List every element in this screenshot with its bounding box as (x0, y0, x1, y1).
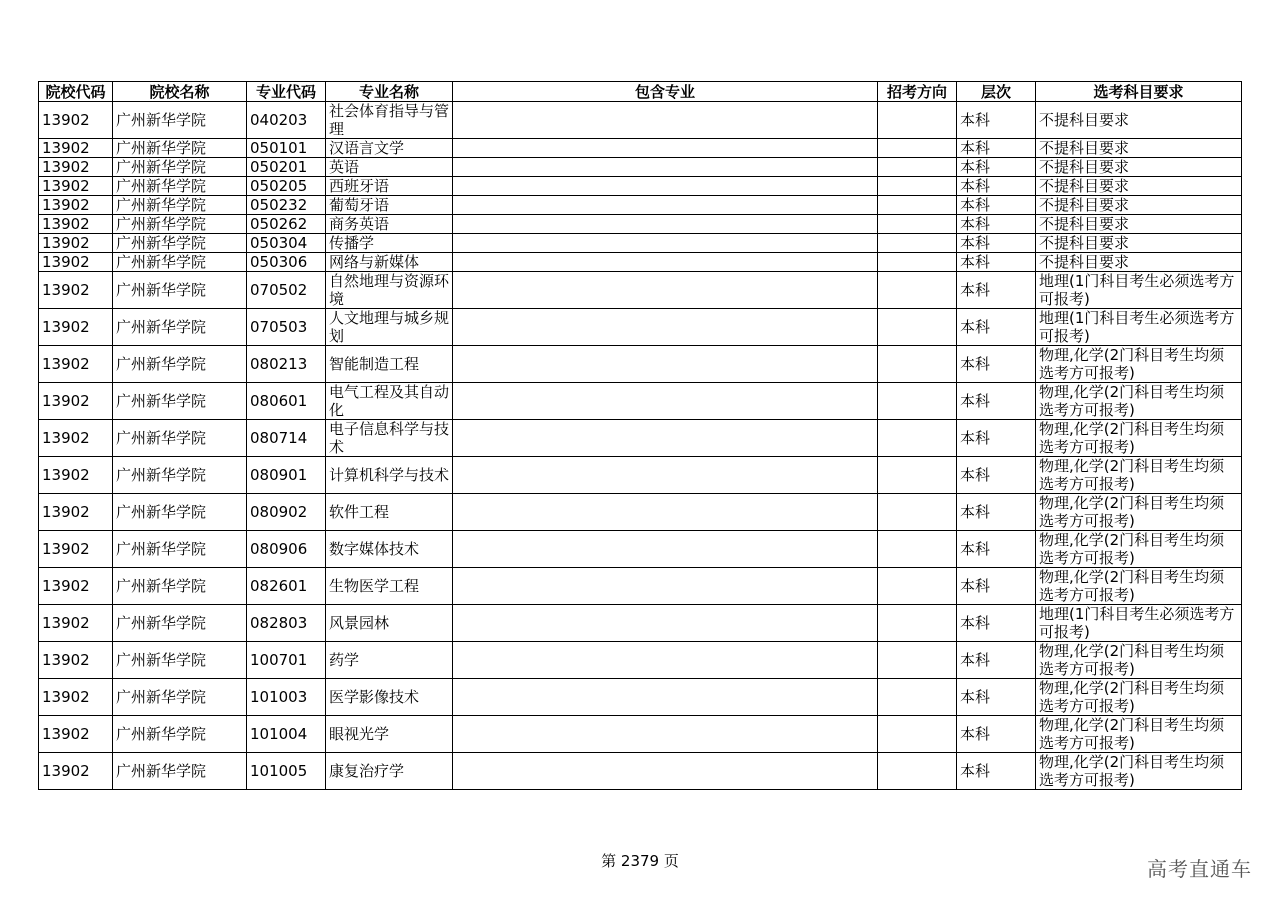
cell-school-name: 广州新华学院 (113, 234, 247, 253)
cell-subject-requirement: 物理,化学(2门科目考生均须选考方可报考) (1036, 420, 1242, 457)
cell-major-name: 网络与新媒体 (326, 253, 453, 272)
cell-included-majors (453, 158, 878, 177)
cell-major-code: 080901 (247, 457, 326, 494)
cell-school-name: 广州新华学院 (113, 531, 247, 568)
table-row (39, 346, 1242, 383)
cell-subject-requirement: 不提科目要求 (1036, 196, 1242, 215)
cell-major-code: 050205 (247, 177, 326, 196)
table-row (39, 420, 1242, 457)
cell-level: 本科 (957, 215, 1036, 234)
cell-school-name: 广州新华学院 (113, 158, 247, 177)
table-row (39, 605, 1242, 642)
cell-school-name: 广州新华学院 (113, 346, 247, 383)
cell-level: 本科 (957, 457, 1036, 494)
cell-subject-requirement: 物理,化学(2门科目考生均须选考方可报考) (1036, 346, 1242, 383)
cell-level: 本科 (957, 102, 1036, 139)
cell-major-name: 康复治疗学 (326, 753, 453, 790)
cell-school-code: 13902 (39, 215, 113, 234)
cell-direction (878, 716, 957, 753)
cell-level: 本科 (957, 158, 1036, 177)
cell-school-name: 广州新华学院 (113, 642, 247, 679)
cell-subject-requirement: 不提科目要求 (1036, 158, 1242, 177)
cell-school-code: 13902 (39, 346, 113, 383)
cell-school-name: 广州新华学院 (113, 309, 247, 346)
cell-level: 本科 (957, 420, 1036, 457)
cell-included-majors (453, 494, 878, 531)
cell-school-code: 13902 (39, 494, 113, 531)
cell-included-majors (453, 253, 878, 272)
cell-major-name: 人文地理与城乡规划 (326, 309, 453, 346)
cell-school-code: 13902 (39, 102, 113, 139)
cell-school-code: 13902 (39, 309, 113, 346)
header-included-majors: 包含专业 (453, 82, 878, 102)
cell-direction (878, 234, 957, 253)
header-school-name: 院校名称 (113, 82, 247, 102)
table-row (39, 158, 1242, 177)
table-row (39, 309, 1242, 346)
cell-level: 本科 (957, 531, 1036, 568)
cell-direction (878, 177, 957, 196)
cell-subject-requirement: 物理,化学(2门科目考生均须选考方可报考) (1036, 494, 1242, 531)
cell-direction (878, 102, 957, 139)
cell-subject-requirement: 地理(1门科目考生必须选考方可报考) (1036, 605, 1242, 642)
cell-direction (878, 383, 957, 420)
cell-major-name: 自然地理与资源环境 (326, 272, 453, 309)
cell-school-code: 13902 (39, 642, 113, 679)
cell-school-code: 13902 (39, 568, 113, 605)
cell-subject-requirement: 物理,化学(2门科目考生均须选考方可报考) (1036, 457, 1242, 494)
cell-school-code: 13902 (39, 457, 113, 494)
header-row (39, 82, 1242, 102)
table-row (39, 215, 1242, 234)
cell-subject-requirement: 物理,化学(2门科目考生均须选考方可报考) (1036, 716, 1242, 753)
cell-major-name: 英语 (326, 158, 453, 177)
cell-included-majors (453, 102, 878, 139)
cell-included-majors (453, 642, 878, 679)
cell-included-majors (453, 531, 878, 568)
cell-major-code: 080601 (247, 383, 326, 420)
cell-school-code: 13902 (39, 531, 113, 568)
table-row (39, 716, 1242, 753)
cell-major-name: 风景园林 (326, 605, 453, 642)
cell-included-majors (453, 215, 878, 234)
cell-major-code: 101003 (247, 679, 326, 716)
table-row (39, 196, 1242, 215)
cell-level: 本科 (957, 383, 1036, 420)
cell-school-name: 广州新华学院 (113, 605, 247, 642)
cell-direction (878, 494, 957, 531)
cell-school-code: 13902 (39, 253, 113, 272)
cell-direction (878, 272, 957, 309)
cell-school-code: 13902 (39, 383, 113, 420)
cell-included-majors (453, 139, 878, 158)
cell-major-code: 100701 (247, 642, 326, 679)
cell-major-code: 050306 (247, 253, 326, 272)
cell-school-name: 广州新华学院 (113, 457, 247, 494)
table-row (39, 383, 1242, 420)
cell-major-name: 商务英语 (326, 215, 453, 234)
cell-level: 本科 (957, 309, 1036, 346)
cell-school-code: 13902 (39, 139, 113, 158)
cell-included-majors (453, 196, 878, 215)
cell-included-majors (453, 753, 878, 790)
table-row (39, 457, 1242, 494)
cell-direction (878, 531, 957, 568)
cell-major-name: 葡萄牙语 (326, 196, 453, 215)
cell-school-name: 广州新华学院 (113, 420, 247, 457)
cell-school-name: 广州新华学院 (113, 272, 247, 309)
cell-school-code: 13902 (39, 158, 113, 177)
table-row (39, 253, 1242, 272)
cell-major-name: 药学 (326, 642, 453, 679)
cell-direction (878, 568, 957, 605)
cell-level: 本科 (957, 346, 1036, 383)
cell-school-name: 广州新华学院 (113, 494, 247, 531)
cell-major-name: 数字媒体技术 (326, 531, 453, 568)
cell-direction (878, 642, 957, 679)
cell-major-code: 040203 (247, 102, 326, 139)
cell-subject-requirement: 物理,化学(2门科目考生均须选考方可报考) (1036, 679, 1242, 716)
cell-major-name: 计算机科学与技术 (326, 457, 453, 494)
table-body (39, 102, 1242, 790)
cell-level: 本科 (957, 568, 1036, 605)
cell-school-code: 13902 (39, 679, 113, 716)
header-school-code: 院校代码 (39, 82, 113, 102)
cell-school-code: 13902 (39, 420, 113, 457)
table-row (39, 642, 1242, 679)
cell-school-code: 13902 (39, 234, 113, 253)
cell-school-code: 13902 (39, 753, 113, 790)
cell-level: 本科 (957, 139, 1036, 158)
cell-direction (878, 346, 957, 383)
cell-level: 本科 (957, 177, 1036, 196)
cell-school-name: 广州新华学院 (113, 196, 247, 215)
cell-direction (878, 158, 957, 177)
table-row (39, 139, 1242, 158)
cell-major-name: 软件工程 (326, 494, 453, 531)
cell-major-code: 050201 (247, 158, 326, 177)
cell-major-name: 生物医学工程 (326, 568, 453, 605)
cell-major-code: 070503 (247, 309, 326, 346)
cell-major-name: 传播学 (326, 234, 453, 253)
cell-direction (878, 253, 957, 272)
cell-major-code: 050262 (247, 215, 326, 234)
cell-included-majors (453, 309, 878, 346)
cell-subject-requirement: 不提科目要求 (1036, 139, 1242, 158)
cell-direction (878, 215, 957, 234)
header-major-code: 专业代码 (247, 82, 326, 102)
table-row (39, 531, 1242, 568)
cell-school-name: 广州新华学院 (113, 679, 247, 716)
cell-major-code: 050304 (247, 234, 326, 253)
cell-major-code: 050101 (247, 139, 326, 158)
cell-level: 本科 (957, 605, 1036, 642)
cell-direction (878, 457, 957, 494)
cell-subject-requirement: 地理(1门科目考生必须选考方可报考) (1036, 272, 1242, 309)
table-row (39, 234, 1242, 253)
cell-major-code: 101005 (247, 753, 326, 790)
cell-level: 本科 (957, 272, 1036, 309)
table-row (39, 494, 1242, 531)
cell-direction (878, 605, 957, 642)
table-row (39, 102, 1242, 139)
cell-subject-requirement: 不提科目要求 (1036, 234, 1242, 253)
cell-major-code: 080714 (247, 420, 326, 457)
cell-included-majors (453, 346, 878, 383)
page-number: 第 2379 页 (601, 852, 679, 870)
cell-school-name: 广州新华学院 (113, 568, 247, 605)
cell-included-majors (453, 420, 878, 457)
cell-school-name: 广州新华学院 (113, 716, 247, 753)
cell-subject-requirement: 物理,化学(2门科目考生均须选考方可报考) (1036, 383, 1242, 420)
cell-subject-requirement: 物理,化学(2门科目考生均须选考方可报考) (1036, 568, 1242, 605)
cell-level: 本科 (957, 253, 1036, 272)
cell-direction (878, 753, 957, 790)
table-row (39, 568, 1242, 605)
watermark-logo: 高考直通车 (1147, 857, 1252, 881)
cell-subject-requirement: 不提科目要求 (1036, 215, 1242, 234)
cell-included-majors (453, 568, 878, 605)
cell-major-name: 眼视光学 (326, 716, 453, 753)
cell-school-name: 广州新华学院 (113, 753, 247, 790)
cell-major-name: 电气工程及其自动化 (326, 383, 453, 420)
cell-direction (878, 679, 957, 716)
cell-included-majors (453, 716, 878, 753)
cell-direction (878, 420, 957, 457)
cell-major-code: 082601 (247, 568, 326, 605)
cell-school-name: 广州新华学院 (113, 102, 247, 139)
cell-direction (878, 196, 957, 215)
cell-level: 本科 (957, 196, 1036, 215)
cell-major-code: 070502 (247, 272, 326, 309)
cell-included-majors (453, 457, 878, 494)
cell-level: 本科 (957, 234, 1036, 253)
cell-major-code: 050232 (247, 196, 326, 215)
header-subject-requirement: 选考科目要求 (1036, 82, 1242, 102)
cell-level: 本科 (957, 716, 1036, 753)
cell-subject-requirement: 物理,化学(2门科目考生均须选考方可报考) (1036, 531, 1242, 568)
table-row (39, 753, 1242, 790)
cell-included-majors (453, 605, 878, 642)
cell-major-name: 汉语言文学 (326, 139, 453, 158)
header-level: 层次 (957, 82, 1036, 102)
cell-school-code: 13902 (39, 177, 113, 196)
cell-subject-requirement: 地理(1门科目考生必须选考方可报考) (1036, 309, 1242, 346)
cell-major-code: 080906 (247, 531, 326, 568)
cell-included-majors (453, 234, 878, 253)
admission-table (38, 81, 1242, 790)
cell-level: 本科 (957, 753, 1036, 790)
cell-school-code: 13902 (39, 605, 113, 642)
cell-subject-requirement: 不提科目要求 (1036, 102, 1242, 139)
cell-major-name: 社会体育指导与管理 (326, 102, 453, 139)
cell-major-code: 080213 (247, 346, 326, 383)
cell-school-code: 13902 (39, 272, 113, 309)
cell-school-code: 13902 (39, 716, 113, 753)
table-row (39, 177, 1242, 196)
cell-major-name: 智能制造工程 (326, 346, 453, 383)
header-direction: 招考方向 (878, 82, 957, 102)
cell-school-name: 广州新华学院 (113, 215, 247, 234)
table-row (39, 272, 1242, 309)
table-row (39, 679, 1242, 716)
cell-direction (878, 139, 957, 158)
cell-school-name: 广州新华学院 (113, 177, 247, 196)
cell-school-name: 广州新华学院 (113, 253, 247, 272)
cell-school-code: 13902 (39, 196, 113, 215)
cell-subject-requirement: 不提科目要求 (1036, 253, 1242, 272)
cell-level: 本科 (957, 679, 1036, 716)
cell-included-majors (453, 272, 878, 309)
header-major-name: 专业名称 (326, 82, 453, 102)
cell-major-name: 电子信息科学与技术 (326, 420, 453, 457)
cell-major-code: 101004 (247, 716, 326, 753)
cell-included-majors (453, 679, 878, 716)
cell-subject-requirement: 物理,化学(2门科目考生均须选考方可报考) (1036, 642, 1242, 679)
cell-major-code: 080902 (247, 494, 326, 531)
cell-included-majors (453, 177, 878, 196)
cell-major-code: 082803 (247, 605, 326, 642)
cell-direction (878, 309, 957, 346)
cell-included-majors (453, 383, 878, 420)
cell-school-name: 广州新华学院 (113, 139, 247, 158)
cell-subject-requirement: 物理,化学(2门科目考生均须选考方可报考) (1036, 753, 1242, 790)
cell-subject-requirement: 不提科目要求 (1036, 177, 1242, 196)
cell-level: 本科 (957, 494, 1036, 531)
cell-major-name: 医学影像技术 (326, 679, 453, 716)
cell-major-name: 西班牙语 (326, 177, 453, 196)
cell-school-name: 广州新华学院 (113, 383, 247, 420)
cell-level: 本科 (957, 642, 1036, 679)
